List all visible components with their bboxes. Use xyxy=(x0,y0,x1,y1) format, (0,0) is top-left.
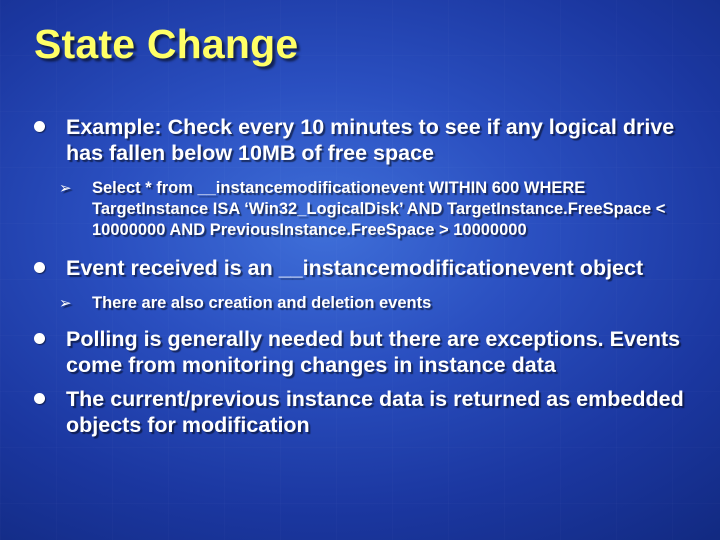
round-bullet-icon xyxy=(34,262,45,273)
round-bullet-icon xyxy=(34,333,45,344)
bullet-item xyxy=(28,255,698,281)
sub-bullet-text: There are also creation and deletion events xyxy=(92,294,432,312)
round-bullet-icon xyxy=(34,121,45,132)
bullet-item xyxy=(28,386,698,438)
bullet-text: Event received is an __instancemodificationevent object xyxy=(66,256,644,280)
slide-title: State Change xyxy=(34,21,299,67)
round-bullet-icon xyxy=(34,393,45,404)
sub-bullet-item xyxy=(28,178,698,241)
arrowhead-bullet-icon: ➢ xyxy=(59,295,72,312)
bullet-text: Polling is generally needed but there are exceptions. Events come from monitoring changes in instance data xyxy=(66,327,681,377)
bullet-item xyxy=(28,326,698,378)
arrowhead-bullet-icon: ➢ xyxy=(59,180,72,197)
bullet-list xyxy=(28,114,698,448)
bullet-text: Example: Check every 10 minutes to see if any logical drive has fallen below 10MB of free space xyxy=(66,115,675,165)
bullet-item xyxy=(28,114,698,166)
sub-bullet-text: Select * from __instancemodificationevent WITHIN 600 WHERE TargetInstance ISA ‘Win32_LogicalDisk’ AND TargetInstance.FreeSpace < 10000000 AND PreviousInstance.FreeSpace > 10000000 xyxy=(92,179,666,239)
sub-bullet-item xyxy=(28,293,698,314)
bullet-text: The current/previous instance data is returned as embedded objects for modification xyxy=(66,387,684,437)
